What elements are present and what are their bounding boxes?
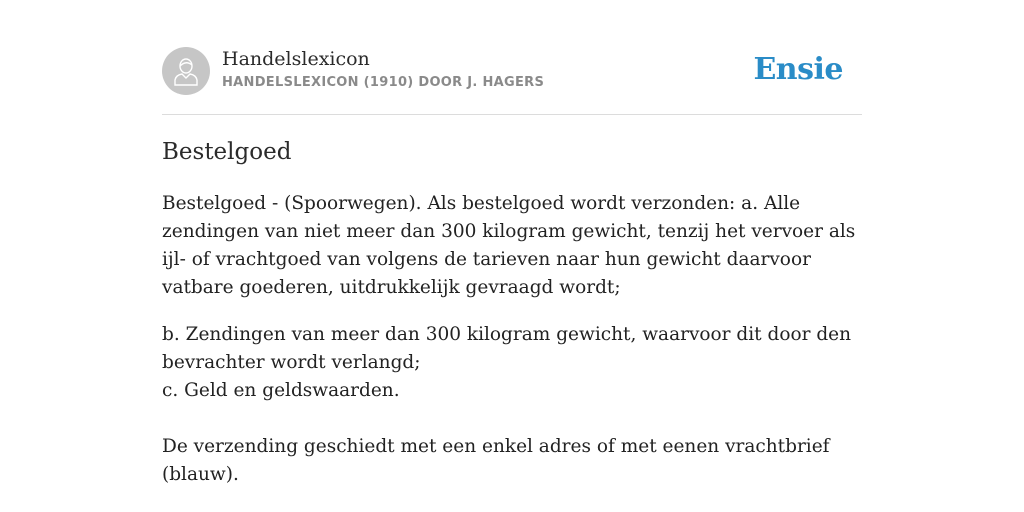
source-avatar[interactable] [162,47,210,95]
ensie-logo[interactable]: Ensie [753,52,843,87]
definition-line: b. Zendingen van meer dan 300 kilogram gewicht, waarvoor dit door den bevrachter wordt verlangd; [162,324,852,373]
definition-paragraph [162,321,862,489]
entry-title: Bestelgoed [162,139,292,165]
line-gap [162,405,862,433]
source-subtitle: HANDELSLEXICON (1910) DOOR J. HAGERS [222,75,545,90]
user-avatar-icon [172,56,200,86]
definition-paragraph: Bestelgoed - (Spoorwegen). Als bestelgoed wordt verzonden: a. Alle zendingen van niet meer dan 300 kilogram gewicht, tenzij het vervoer als ijl- of vrachtgoed van volgens de tarieven naar hun gewicht daarvoor vatbare goederen, uitdrukkelijk gevraagd wordt; [162,193,856,298]
definition-line: De verzending geschiedt met een enkel adres of met eenen vrachtbrief (blauw). [162,436,830,485]
source-title[interactable]: Handelslexicon [222,48,370,70]
source-header [162,46,862,115]
definition-line: c. Geld en geldswaarden. [162,380,400,401]
entry-body [162,190,862,508]
